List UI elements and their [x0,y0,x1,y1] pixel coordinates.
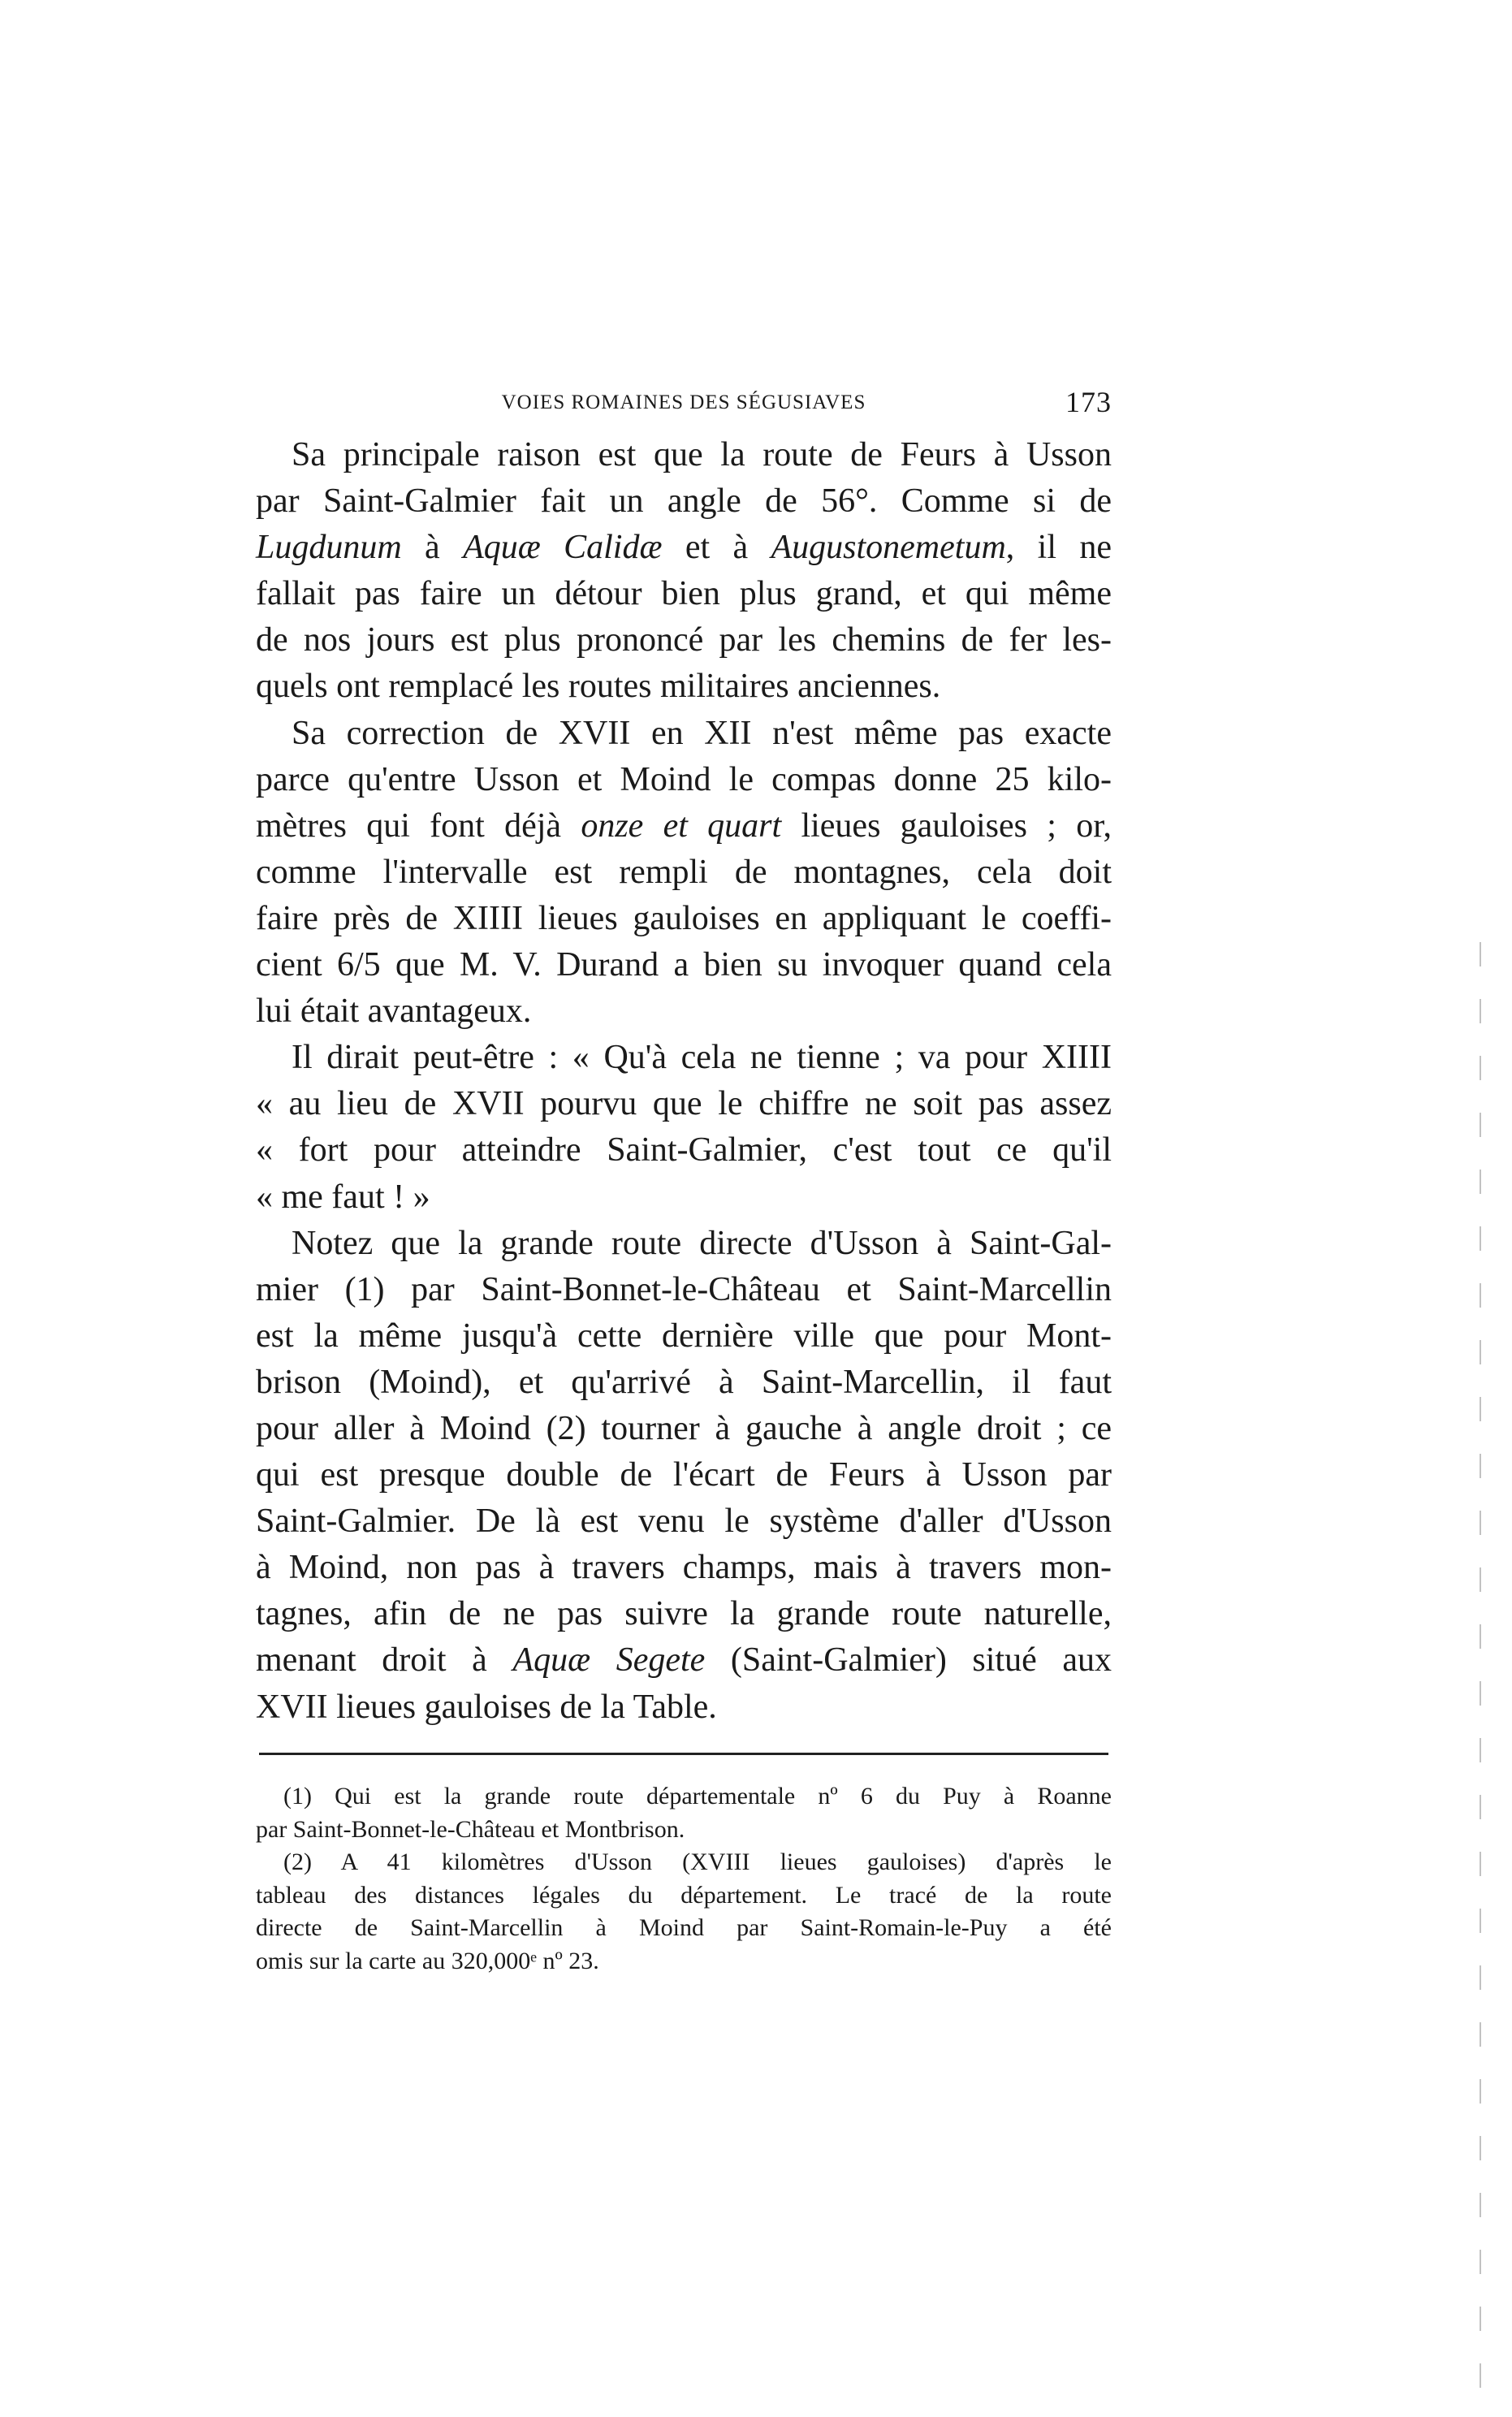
text-segment: par Saint-Galmier fait un angle de 56°. Comme si de [256,482,1112,521]
text-line [256,1313,1112,1360]
text-segment: (Saint-Galmier) situé aux [705,1641,1112,1680]
page-number: 173 [1065,386,1112,418]
text-line [256,1221,1112,1267]
running-header [256,385,1112,421]
footnotes [256,1780,1112,1978]
text-segment: (2) A 41 kilomètres d'Usson (XVIII lieues gauloises) d'après le [283,1848,1112,1875]
text-segment: qui est presque double de l'écart de Feurs à Usson par [256,1456,1112,1494]
text-line [256,571,1112,617]
text-segment: faire près de XIIII lieues gauloises en appliquant le coeffi- [256,899,1112,937]
text-line [256,850,1112,896]
running-title: VOIES ROMAINES DES SÉGUSIAVES [501,391,866,413]
text-line [256,942,1112,988]
footnote-line [256,1945,1112,1978]
text-segment: « me faut ! » [256,1178,430,1216]
text-segment: menant droit à [256,1641,513,1680]
text-segment: Sa correction de XVII en XII n'est même pas exacte [292,714,1112,752]
text-line [256,711,1112,757]
text-segment: par Saint-Bonnet-le-Château et Montbrison. [256,1815,685,1843]
text-segment: lieues gauloises ; or, [781,806,1112,845]
text-line [256,1591,1112,1637]
italic-text: Aquæ Segete [512,1641,706,1680]
text-segment: lui était avantageux. [256,992,532,1031]
text-segment: à Moind, non pas à travers champs, mais à travers mon- [256,1549,1112,1587]
text-line [256,617,1112,664]
text-line [256,988,1112,1035]
text-segment: brison (Moind), et qu'arrivé à Saint-Marcellin, il faut [256,1363,1112,1401]
text-line [256,803,1112,850]
text-segment: est la même jusqu'à cette dernière ville que pour Mont- [256,1317,1112,1355]
text-segment: et à [662,529,771,567]
text-segment: mètres qui font déjà [256,806,581,845]
text-segment: « fort pour atteindre Saint-Galmier, c'est tout ce qu'il [256,1131,1112,1170]
text-line [256,896,1112,942]
text-line [256,432,1112,478]
text-segment: à [401,529,464,567]
scan-edge-mark [1480,942,1481,2404]
text-segment: Sa principale raison est que la route de Feurs à Usson [292,436,1112,473]
text-segment: tagnes, afin de ne pas suivre la grande route naturelle, [256,1595,1112,1633]
text-line [256,525,1112,571]
text-line [256,1035,1112,1081]
text-segment: Notez que la grande route directe d'Usson à Saint-Gal- [292,1224,1112,1262]
text-segment: « au lieu de XVII pourvu que le chiffre ne soit pas assez [256,1085,1112,1123]
text-line [256,1545,1112,1591]
text-line [256,1498,1112,1545]
text-segment: Saint-Galmier. De là est venu le système d'aller d'Usson [256,1503,1112,1541]
text-line [256,1127,1112,1174]
italic-text: onze et quart [581,806,782,845]
text-segment: XVII lieues gauloises de la Table. [256,1688,717,1726]
text-segment: tableau des distances légales du département. Le tracé de la route [256,1881,1112,1909]
text-segment: cient 6/5 que M. V. Durand a bien su invoquer quand cela [256,946,1112,984]
footnote-rule [259,1753,1108,1755]
text-line [256,1684,1112,1731]
text-line [256,664,1112,710]
text-segment: pour aller à Moind (2) tourner à gauche à angle droit ; ce [256,1409,1112,1447]
text-line [256,1267,1112,1313]
text-line [256,1637,1112,1684]
text-segment: mier (1) par Saint-Bonnet-le-Château et Saint-Marcellin [256,1270,1112,1308]
text-segment: parce qu'entre Usson et Moind le compas donne 25 kilo- [256,760,1112,798]
text-segment: omis sur la carte au 320,000ᵉ nº 23. [256,1947,599,1974]
body-text [256,432,1112,1731]
text-segment: directe de Saint-Marcellin à Moind par Saint-Romain-le-Puy a été [256,1914,1112,1941]
italic-text: Lugdunum [256,529,402,567]
text-line [256,757,1112,803]
text-line [256,1174,1112,1221]
footnote-line [256,1780,1112,1814]
italic-text: Aquæ Calidæ [463,529,663,567]
text-segment: quels ont remplacé les routes militaires anciennes. [256,668,941,706]
text-line [256,1452,1112,1498]
footnote-line [256,1814,1112,1847]
text-line [256,1081,1112,1127]
text-line [256,1360,1112,1406]
text-segment: , il ne [1005,529,1112,567]
text-segment: de nos jours est plus prononcé par les chemins de fer les- [256,621,1112,659]
footnote-line [256,1846,1112,1879]
text-line [256,1406,1112,1452]
text-segment: Il dirait peut-être : « Qu'à cela ne tienne ; va pour XIIII [292,1039,1112,1077]
footnote-line [256,1912,1112,1945]
italic-text: Augustonemetum [771,529,1006,567]
text-line [256,478,1112,525]
text-segment: (1) Qui est la grande route départementale nº 6 du Puy à Roanne [283,1783,1112,1810]
text-segment: comme l'intervalle est rempli de montagnes, cela doit [256,853,1112,891]
text-segment: fallait pas faire un détour bien plus grand, et qui même [256,575,1112,613]
footnote-line [256,1879,1112,1913]
